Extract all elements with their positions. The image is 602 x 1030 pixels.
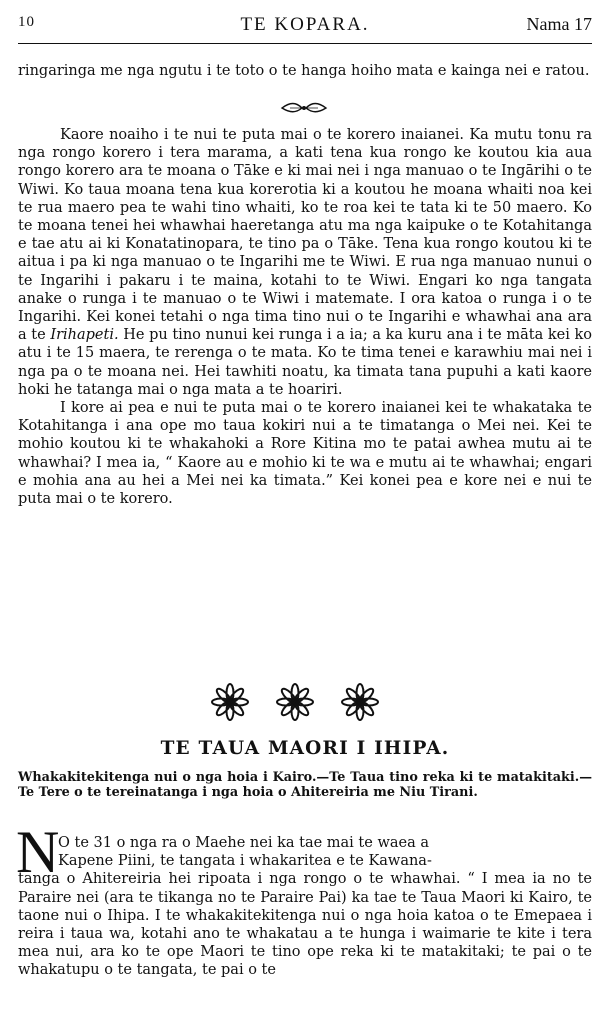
running-head xyxy=(18,14,592,40)
flower-icon xyxy=(212,684,248,720)
fleuron-ornament-icon xyxy=(280,101,328,115)
news-paragraphs xyxy=(18,126,592,508)
article-body-text: tanga o Ahitereiria hei ripoata i nga rongo o te whawhai. “ I mea ia no te Paraire nei (ara te tikanga no te Paraire Pai) ka tae te Taua Maori ki Kairo, te taone nui o Ihipa. I te whakakitekitenga nui o nga hoia katoa o te Emepaea i reira i taua wa, kotahi ano te whakatau a te hunga i waimarie te kite i tera mea nui, ara ko te ope Maori te tino ope reka ki te matakitaki; te pai o te whakatupu o te tangata, te pai o te xyxy=(18,871,592,979)
continued-paragraph: ringaringa me nga ngutu i te toto o te hanga hoiho mata e kainga nei e ratou. xyxy=(18,63,590,79)
article-subhead: Whakakitekitenga nui o nga hoia i Kairo.—Te Taua tino reka ki te matakitaki.—Te Tere o te tereinatanga i nga hoia o Ahitereiria me Niu Tirani. xyxy=(18,770,592,800)
drop-cap: N xyxy=(16,819,60,885)
header-rule xyxy=(18,43,592,44)
article-body xyxy=(18,834,592,980)
paragraph-2: I kore ai pea e nui te puta mai o te korero inaianei kei te whakataka te Kotahitanga i ana ope mo taua kokiri nui a te timatanga o Mei nei. Kei te mohio koutou ki te whakahoki a Rore Kitina mo te patai awhea mutu ai te whawhai? I mea ia, “ Kaore au e mohio ki te wa e mutu ai te whawhai; engari e mohia ana au hei a Mei nei ka timata.” Kei konei pea e kore nei e nui te puta mai o te korero. xyxy=(18,400,592,508)
ship-name: Irihapeti. xyxy=(50,327,119,344)
article-line-1: O te 31 o nga ra o Maehe nei ka tae mai te waea a xyxy=(58,835,429,851)
article-line-2: Kapene Piini, te tangata i whakaritea e te Kawana- xyxy=(58,853,432,870)
flower-ornament-divider xyxy=(200,682,400,722)
page-number: 10 xyxy=(18,14,35,30)
publication-title: TE KOPARA. xyxy=(240,14,370,35)
article-title: TE TAUA MAORI I IHIPA. xyxy=(160,738,450,759)
flower-icon xyxy=(342,684,378,720)
paragraph-1: Kaore noaiho i te nui te puta mai o te korero inaianei. Ka mutu tonu ra nga rongo korero i tera marama, a kati tena kua rongo ke koutou kia aua rongo korero ara te moana o Tāke e ki mai nei i nga manuao o te Ingārihi o te Wiwi. Ko taua moana tena kua korerotia ki a koutou he moana whaiti noa kei te rua maero pea te wahi tino whaiti, ko te roa kei te tata ki te 50 maero. Ko te moana tenei hei whawhai haeretanga atu ma nga kaipuke o te Kotahitanga e tae atu ai ki Konatatinopara, te tino pa o Tāke. Tena kua rongo koutou ki te aitua i pa ki nga manuao o te Ingarihi me te Wiwi. E rua nga manuao nunui o te Ingarihi i pakaru i te maina, kotahi to te Wiwi. Engari ko nga tangata anake o runga i te manuao o te Wiwi i matemate. I ora katoa o runga i o te Ingarihi. Kei konei tetahi o nga tima tino nui o te Ingarihi e whawhai ana ara a te Irihapeti. He pu tino nunui kei runga i a ia; a ka kuru ana i te māta kei ko atu i te 15 maera, te rerenga o te mata. Ko te tima tenei e karawhiu mai nei i nga pa o te moana nei. Hei tawhiti noatu, ka timata tana pupuhi a kati kaore hoki he tatanga mai o nga mata a te hoariri. xyxy=(18,127,593,398)
flower-icon xyxy=(277,684,313,720)
issue-number: Nama 17 xyxy=(526,14,592,34)
